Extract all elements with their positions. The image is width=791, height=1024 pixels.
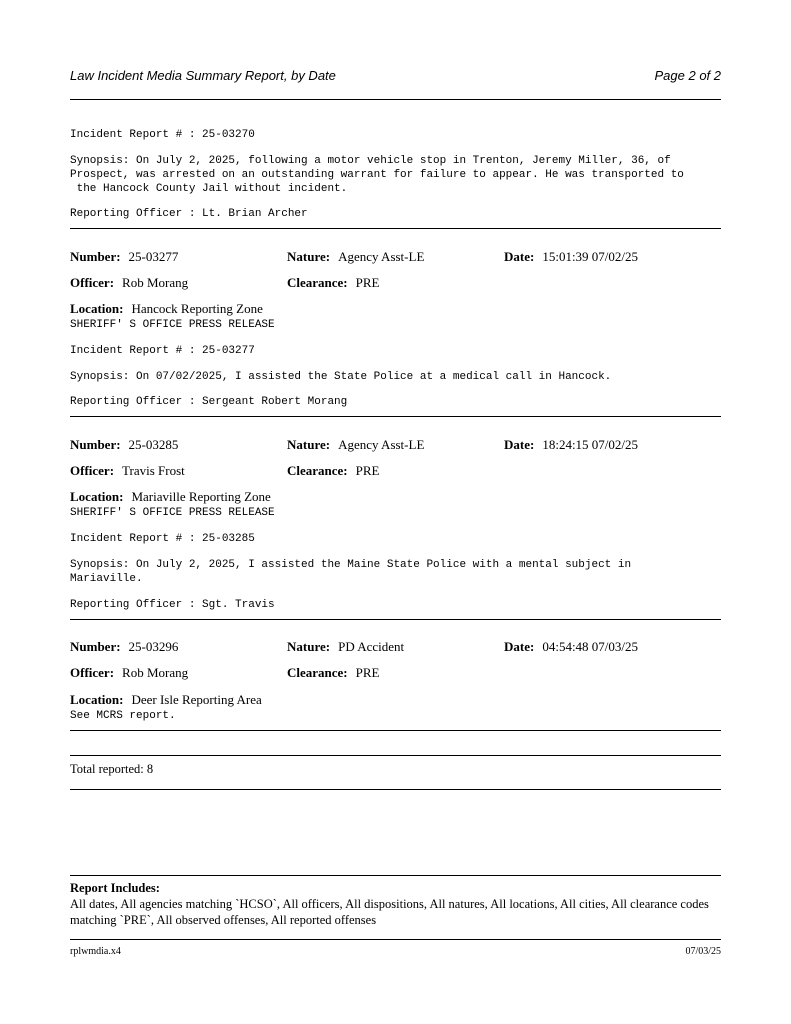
incident-report-number: Incident Report # : 25-03270 (70, 129, 255, 141)
clearance-value: PRE (355, 463, 380, 478)
clearance-value: PRE (355, 665, 380, 680)
nature-label: Nature: (287, 639, 331, 654)
number-label: Number: (70, 639, 121, 654)
report-includes-title: Report Includes: (70, 881, 160, 895)
nature-field (287, 437, 424, 453)
clearance-value: PRE (355, 275, 380, 290)
location-value: Deer Isle Reporting Area (131, 692, 262, 707)
press-release-note: SHERIFF' S OFFICE PRESS RELEASE (70, 507, 275, 519)
incident-number-field (70, 437, 178, 453)
incident-synopsis: Synopsis: On July 2, 2025, following a motor vehicle stop in Trenton, Jeremy Miller, 36, of Prospect, was arrested on an outstanding warrant for failure to appear. He was transported to the Hancock County Jail without incident. (70, 155, 684, 195)
location-value: Hancock Reporting Zone (131, 301, 263, 316)
section-divider (70, 416, 721, 417)
nature-label: Nature: (287, 437, 331, 452)
date-field (504, 437, 638, 453)
date-value: 18:24:15 07/02/25 (542, 437, 639, 452)
date-value: 15:01:39 07/02/25 (542, 249, 639, 264)
location-field (70, 692, 262, 708)
incident-synopsis: Synopsis: On July 2, 2025, I assisted the Maine State Police with a mental subject in Mariaville. (70, 559, 632, 585)
clearance-field (287, 665, 379, 681)
total-top-divider (70, 755, 721, 756)
officer-label: Officer: (70, 463, 115, 478)
press-release-note: See MCRS report. (70, 710, 176, 722)
section-divider (70, 730, 721, 731)
incident-number-field (70, 249, 178, 265)
officer-value: Rob Morang (122, 275, 189, 290)
clearance-label: Clearance: (287, 275, 348, 290)
date-label: Date: (504, 437, 535, 452)
clearance-label: Clearance: (287, 463, 348, 478)
nature-field (287, 249, 424, 265)
reporting-officer: Reporting Officer : Sergeant Robert Morang (70, 396, 348, 408)
section-divider (70, 228, 721, 229)
report-includes-text: All dates, All agencies matching `HCSO`, All officers, All dispositions, All natures, All locations, All cities, All clearance codes matching `PRE`, All observed offenses, All reported offenses (70, 897, 709, 927)
footer-top-divider (70, 875, 721, 876)
officer-label: Officer: (70, 275, 115, 290)
nature-value: PD Accident (338, 639, 405, 654)
officer-field (70, 463, 185, 479)
header-divider (70, 99, 721, 100)
report-includes (70, 880, 730, 928)
location-field (70, 489, 271, 505)
clearance-label: Clearance: (287, 665, 348, 680)
location-field (70, 301, 263, 317)
page-number: Page 2 of 2 (654, 68, 721, 83)
incident-report-number: Incident Report # : 25-03285 (70, 533, 255, 545)
print-date: 07/03/25 (685, 946, 721, 957)
incident-number: 25-03277 (128, 249, 179, 264)
press-release-note: SHERIFF' S OFFICE PRESS RELEASE (70, 319, 275, 331)
officer-value: Travis Frost (122, 463, 185, 478)
total-bottom-divider (70, 789, 721, 790)
nature-value: Agency Asst-LE (338, 437, 425, 452)
nature-value: Agency Asst-LE (338, 249, 425, 264)
section-divider (70, 619, 721, 620)
officer-value: Rob Morang (122, 665, 189, 680)
incident-number-field (70, 639, 178, 655)
date-field (504, 249, 638, 265)
incident-report-number: Incident Report # : 25-03277 (70, 345, 255, 357)
clearance-field (287, 463, 379, 479)
report-title: Law Incident Media Summary Report, by Date (70, 68, 336, 83)
incident-number: 25-03296 (128, 639, 179, 654)
number-label: Number: (70, 437, 121, 452)
date-value: 04:54:48 07/03/25 (542, 639, 639, 654)
date-label: Date: (504, 639, 535, 654)
total-reported: Total reported: 8 (70, 762, 154, 776)
officer-field (70, 275, 188, 291)
reporting-officer: Reporting Officer : Sgt. Travis (70, 599, 275, 611)
incident-number: 25-03285 (128, 437, 179, 452)
location-label: Location: (70, 692, 124, 707)
date-field (504, 639, 638, 655)
nature-field (287, 639, 404, 655)
location-label: Location: (70, 301, 124, 316)
date-label: Date: (504, 249, 535, 264)
reporting-officer: Reporting Officer : Lt. Brian Archer (70, 208, 308, 220)
location-label: Location: (70, 489, 124, 504)
clearance-field (287, 275, 379, 291)
location-value: Mariaville Reporting Zone (131, 489, 271, 504)
officer-field (70, 665, 188, 681)
number-label: Number: (70, 249, 121, 264)
footer-bottom-divider (70, 939, 721, 940)
nature-label: Nature: (287, 249, 331, 264)
incident-synopsis: Synopsis: On 07/02/2025, I assisted the State Police at a medical call in Hancock. (70, 371, 612, 383)
officer-label: Officer: (70, 665, 115, 680)
program-name: rplwmdia.x4 (70, 946, 121, 957)
